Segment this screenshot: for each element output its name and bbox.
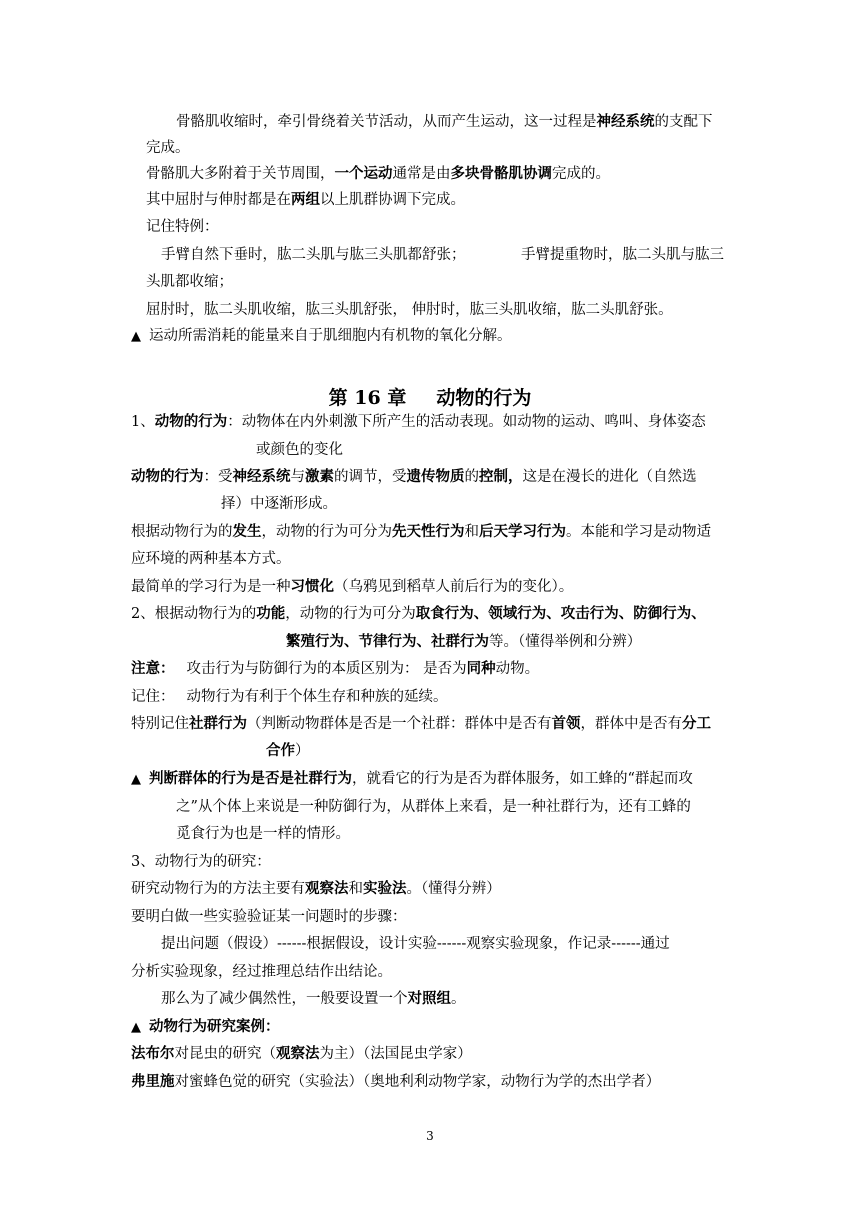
keyword: 同种	[466, 661, 496, 677]
text: ，群体中是否有	[580, 716, 682, 732]
keyword: 弗里施	[131, 1074, 175, 1090]
paragraph-line	[131, 1017, 280, 1038]
keyword: 神经系统	[596, 114, 655, 130]
paragraph-line	[146, 164, 610, 184]
paragraph-line	[131, 714, 711, 734]
text: 动物行为有利于个体生存和种族的延续。	[186, 689, 448, 705]
paragraph-line	[131, 412, 706, 432]
text: 攻击行为与防御行为的本质区别为： 是否为	[186, 661, 467, 677]
triangle-icon: ▲	[131, 1020, 141, 1035]
keyword: 观察法	[305, 881, 349, 897]
text: 最简单的学习行为是一种	[131, 579, 291, 595]
keyword: 激素	[305, 469, 334, 485]
paragraph-line	[131, 879, 501, 899]
text: 对昆虫的研究（	[174, 1046, 276, 1062]
paragraph-line	[131, 577, 573, 597]
text: （判断动物群体是否是一个社群：群体中是否有	[247, 716, 552, 732]
text: 和	[464, 524, 479, 540]
text: 通常是由	[392, 166, 451, 182]
keyword: 后天学习行为	[479, 524, 566, 540]
text: 等。（懂得举例和分辨）	[489, 634, 642, 650]
text: 研究动物行为的方法主要有	[131, 881, 305, 897]
keyword: 动物的行为	[131, 469, 204, 485]
paragraph-line	[266, 741, 310, 761]
text: 骨骼肌大多附着于关节周围，	[146, 166, 335, 182]
chapter-number: 第 16 章	[328, 387, 407, 409]
paragraph-line: 手臂自然下垂时，肱二头肌与肱三头肌都舒张；	[161, 247, 466, 263]
keyword: 遗传物质	[406, 469, 465, 485]
keyword: 判断群体的行为是否是社群行为	[149, 771, 352, 787]
paragraph-line	[131, 326, 512, 347]
keyword: 观察法	[276, 1046, 320, 1062]
paragraph-line: 3、动物行为的研究：	[131, 854, 271, 870]
chapter-title	[0, 383, 860, 410]
text: ，就看它的行为是否为群体服务，如工蜂的“群起而攻	[352, 771, 693, 787]
keyword: 社群行为	[189, 716, 247, 732]
keyword: 实验法	[363, 881, 407, 897]
keyword: 对照组	[407, 991, 451, 1007]
keyword: 神经系统	[232, 469, 291, 485]
paragraph-line	[131, 1072, 660, 1092]
keyword: 先天性行为	[392, 524, 465, 540]
text: （乌鸦见到稻草人前后行为的变化）。	[334, 579, 574, 595]
paragraph-line	[131, 769, 693, 790]
paragraph-line	[131, 522, 711, 542]
keyword: 一个运动	[334, 166, 393, 182]
keyword: 繁殖行为、节律行为、社群行为	[286, 634, 489, 650]
paragraph-line: 或颜色的变化	[256, 442, 343, 458]
paragraph-line	[131, 687, 448, 707]
paragraph-line	[161, 989, 466, 1009]
paragraph-line: 头肌都收缩；	[146, 274, 233, 290]
text: 对蜜蜂色觉的研究（实验法）（奥地利利动物学家，动物行为学的杰出学者）	[174, 1074, 661, 1090]
paragraph-line	[131, 467, 697, 487]
text: 。本能和学习是动物适	[566, 524, 711, 540]
paragraph-line: 记住特例：	[146, 219, 219, 235]
paragraph-line: 择）中逐渐形成。	[221, 496, 337, 512]
paragraph-line: 要明白做一些实验验证某一问题时的步骤：	[131, 909, 407, 925]
text: 其中屈肘与伸肘都是在	[146, 192, 291, 208]
text: 为主）（法国昆虫学家）	[319, 1046, 472, 1062]
keyword: 习惯化	[290, 579, 334, 595]
text: 骨骼肌收缩时，牵引骨绕着关节活动，从而产生运动，这一过程是	[176, 114, 597, 130]
text: 和	[348, 881, 363, 897]
paragraph-line	[131, 604, 706, 624]
paragraph-line: 分析实验现象，经过推理总结作出结论。	[131, 964, 392, 980]
paragraph-line	[176, 112, 713, 132]
text: ）	[295, 743, 310, 759]
text: 那么为了减少偶然性，一般要设置一个	[161, 991, 408, 1007]
keyword: 首领	[551, 716, 581, 732]
paragraph-line	[131, 659, 539, 679]
keyword: 控制，	[479, 469, 523, 485]
keyword: 两组	[291, 192, 320, 208]
text: 的支配下	[654, 114, 713, 130]
keyword: 发生	[232, 524, 262, 540]
keyword: 合作	[266, 743, 295, 759]
label: 记住：	[131, 689, 175, 705]
text: ，动物的行为可分为	[261, 524, 392, 540]
paragraph-line: 屈肘时，肱二头肌收缩，肱三头肌舒张， 伸肘时，肱三头肌收缩，肱二头肌舒张。	[146, 302, 673, 318]
paragraph-line	[146, 190, 465, 210]
text: ：动物体在内外刺激下所产生的活动表现。如动物的运动、鸣叫、身体姿态	[227, 414, 706, 430]
keyword: 功能	[256, 606, 286, 622]
text: 完成的。	[552, 166, 610, 182]
keyword: 取食行为、领域行为、攻击行为、防御行为、	[415, 606, 706, 622]
text: ：受	[203, 469, 233, 485]
text: 与	[290, 469, 305, 485]
keyword: 分工	[682, 716, 711, 732]
text: 2、根据动物行为的	[131, 606, 257, 622]
paragraph-line: 提出问题（假设）------根据假设，设计实验------观察实验现象，作记录------通过	[161, 936, 670, 952]
triangle-icon: ▲	[131, 772, 141, 787]
triangle-icon: ▲	[131, 329, 141, 344]
text: 的调节，受	[334, 469, 407, 485]
keyword: 动物的行为	[154, 414, 228, 430]
paragraph-line: 应环境的两种基本方式。	[131, 551, 291, 567]
keyword: 法布尔	[131, 1046, 175, 1062]
text: 。（懂得分辨）	[406, 881, 501, 897]
text: 运动所需消耗的能量来自于肌细胞内有机物的氧化分解。	[149, 328, 512, 344]
paragraph-line: 完成。	[146, 140, 190, 156]
paragraph-line: 觅食行为也是一样的情形。	[176, 826, 350, 842]
text: 这是在漫长的进化（自然选	[522, 469, 697, 485]
text: 动物。	[495, 661, 540, 677]
text: 的	[464, 469, 479, 485]
page-number: 3	[426, 1129, 434, 1143]
keyword: 多块骨骼肌协调	[450, 166, 552, 182]
paragraph-line: 手臂提重物时，肱二头肌与肱三	[521, 247, 724, 263]
text: 1、	[131, 414, 155, 430]
label: 注意：	[131, 661, 175, 677]
text: 根据动物行为的	[131, 524, 233, 540]
paragraph-line	[286, 632, 641, 652]
text: 以上肌群协调下完成。	[320, 192, 465, 208]
chapter-name: 动物的行为	[436, 387, 532, 409]
paragraph-line: 之”从个体上来说是一种防御行为，从群体上来看，是一种社群行为，还有工蜂的	[176, 799, 691, 815]
text: 特别记住	[131, 716, 189, 732]
text: ，动物的行为可分为	[285, 606, 416, 622]
paragraph-line	[131, 1044, 472, 1064]
text: 。	[451, 991, 466, 1007]
keyword: 动物行为研究案例：	[149, 1019, 280, 1035]
